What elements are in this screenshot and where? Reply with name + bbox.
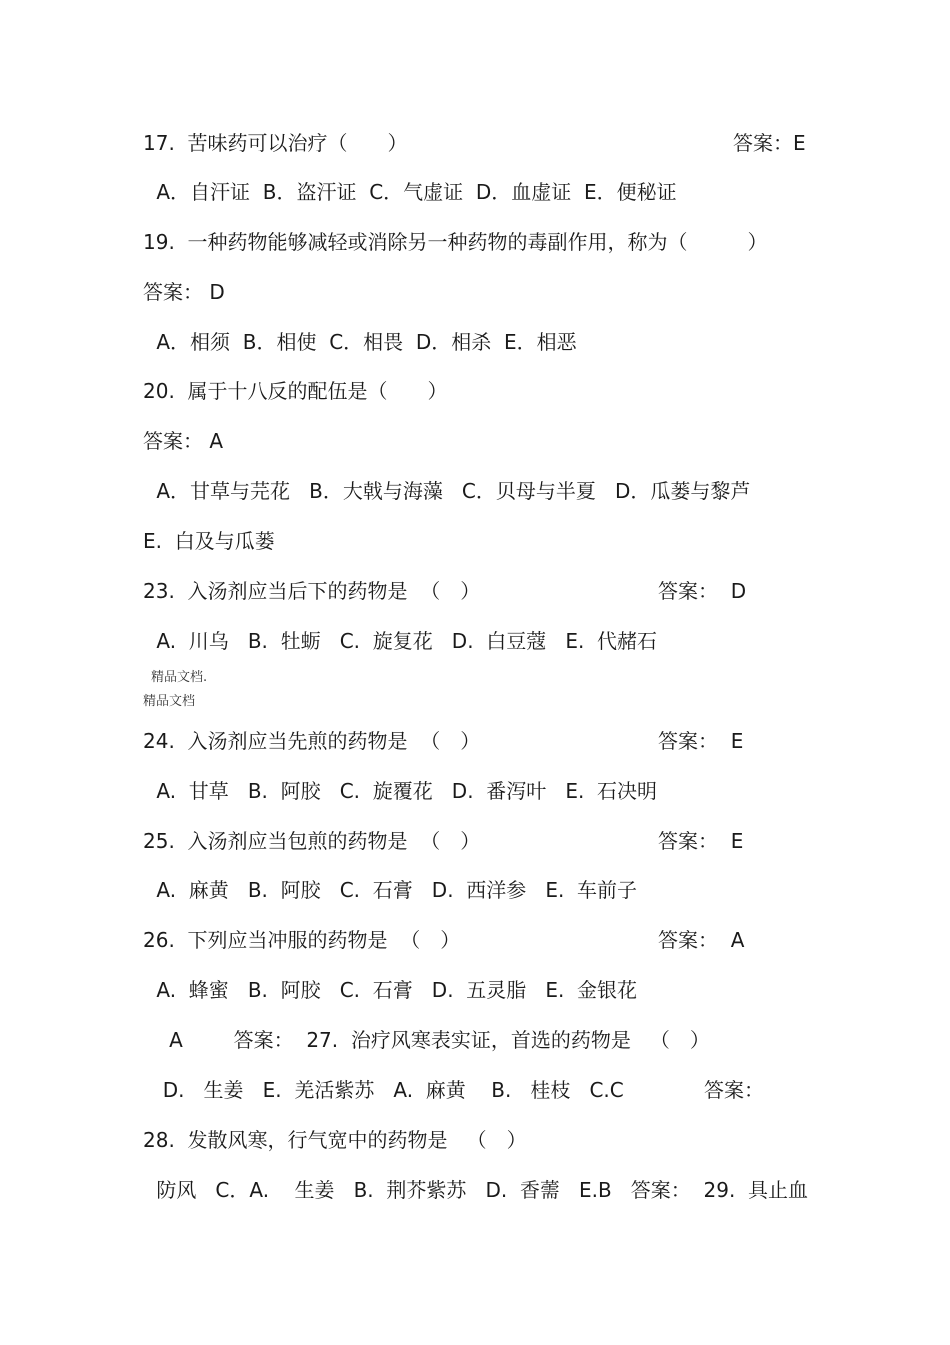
options-26: A. 蜂蜜 B. 阿胶 C. 石膏 D. 五灵脂 E. 金银花 <box>150 978 638 1002</box>
question-25: 25. 入汤剂应当包煎的药物是 （ ） <box>143 829 481 853</box>
options-20-e: E. 白及与瓜蒌 <box>143 529 275 553</box>
answer-17: 答案：E <box>733 131 806 155</box>
answer-26: 答案： A <box>658 928 745 952</box>
options-25: A. 麻黄 B. 阿胶 C. 石膏 D. 西洋参 E. 车前子 <box>150 878 638 902</box>
question-17: 17. 苦味药可以治疗（ ） <box>143 131 408 155</box>
options-24: A. 甘草 B. 阿胶 C. 旋覆花 D. 番泻叶 E. 石决明 <box>150 779 658 803</box>
watermark-text: 精品文档. <box>151 670 208 685</box>
options-23: A. 川乌 B. 牡蛎 C. 旋复花 D. 白豆蔻 E. 代赭石 <box>150 629 658 653</box>
question-27: A 答案： 27. 治疗风寒表实证，首选的药物是 （ ） <box>150 1028 710 1052</box>
watermark-text-2: 精品文档 <box>143 694 196 709</box>
question-23: 23. 入汤剂应当后下的药物是 （ ） <box>143 579 481 603</box>
answer-23: 答案： D <box>658 579 747 603</box>
answer-20: 答案： A <box>143 429 224 453</box>
question-26: 26. 下列应当冲服的药物是 （ ） <box>143 928 461 952</box>
answer-27: 答案： <box>704 1078 764 1102</box>
question-28: 28. 发散风寒，行气宽中的药物是 （ ） <box>143 1128 527 1152</box>
options-20: A．甘草与芫花 B．大戟与海藻 C．贝母与半夏 D．瓜蒌与黎芦 <box>150 479 751 503</box>
answer-25: 答案： E <box>658 829 744 853</box>
question-24: 24. 入汤剂应当先煎的药物是 （ ） <box>143 729 481 753</box>
options-17: A．自汗证 B．盗汗证 C．气虚证 D．血虚证 E．便秘证 <box>150 180 677 204</box>
question-19: 19. 一种药物能够减轻或消除另一种药物的毒副作用，称为（ ） <box>143 230 768 254</box>
answer-19: 答案： D <box>143 280 225 304</box>
options-28: 防风 C．A. 生姜 B. 荆芥紫苏 D. 香薷 E.B 答案： 29. 具止血 <box>150 1178 809 1202</box>
answer-24: 答案： E <box>658 729 744 753</box>
options-19: A．相须 B．相使 C．相畏 D．相杀 E．相恶 <box>150 330 577 354</box>
options-27: D. 生姜 E. 羌活紫苏 A. 麻黄 B. 桂枝 C.C <box>150 1078 624 1102</box>
question-20: 20. 属于十八反的配伍是（ ） <box>143 379 448 403</box>
